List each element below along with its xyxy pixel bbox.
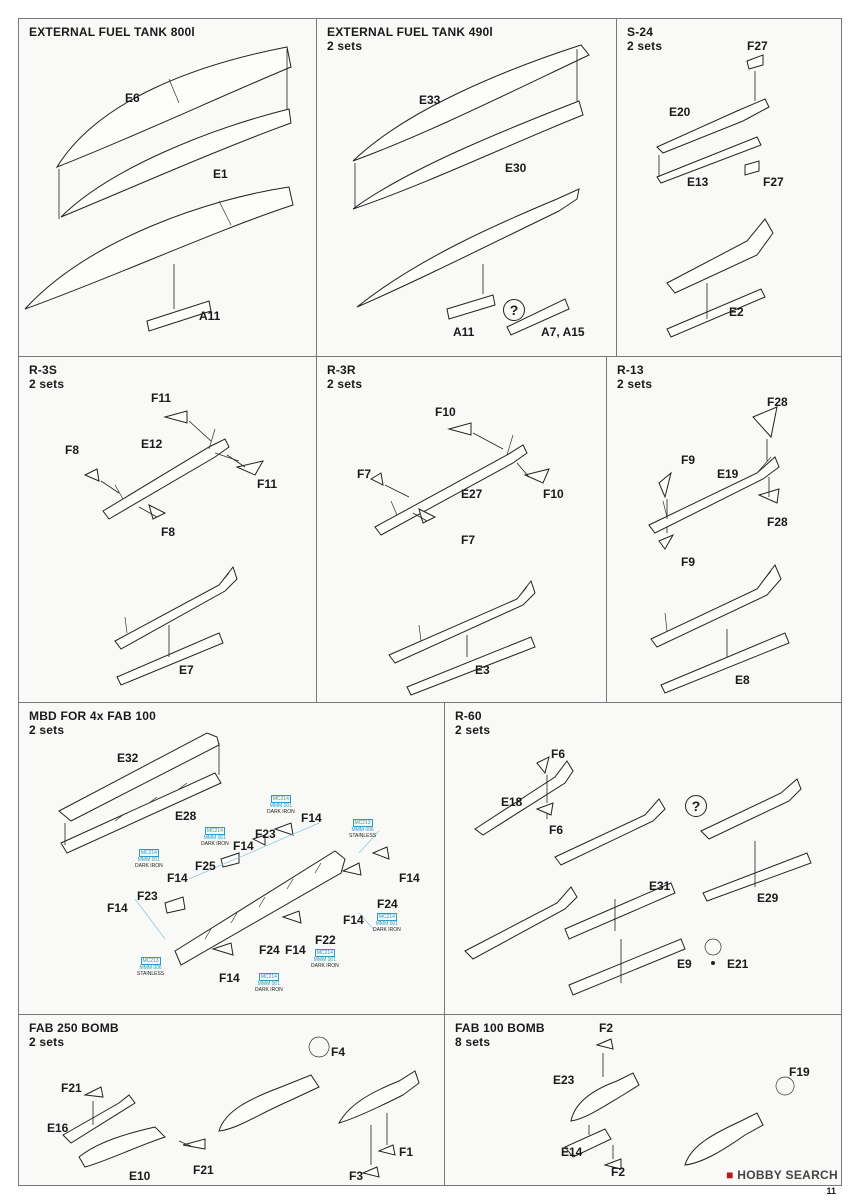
label-f23-top: F23: [255, 827, 276, 841]
panel-r60: [445, 703, 841, 1015]
panel-title: MBD FOR 4x FAB 100 2 sets: [29, 709, 156, 737]
paint-callout: MC214 MMM 001 DARK IRON: [255, 974, 283, 993]
label-e8: E8: [735, 673, 750, 687]
panel-title: R-60 2 sets: [455, 709, 491, 737]
paint-callout: MC214 MMM 001 DARK IRON: [135, 850, 163, 869]
label-e14: E14: [561, 1145, 583, 1159]
label-f6-bottom: F6: [549, 823, 564, 837]
panel-r3r: [317, 357, 607, 703]
label-e3: E3: [475, 663, 490, 677]
label-f11-right: F11: [257, 477, 278, 491]
fab250-drawing: [19, 1015, 445, 1185]
label-f9-top: F9: [681, 453, 696, 467]
question-icon: ?: [685, 795, 707, 817]
label-e33: E33: [419, 93, 441, 107]
label-f27-bottom: F27: [763, 175, 784, 189]
label-f8-bottom: F8: [161, 525, 176, 539]
panel-r13: [607, 357, 841, 703]
label-f23-left: F23: [137, 889, 158, 903]
label-f24-bottom: F24: [259, 943, 280, 957]
label-f1: F1: [399, 1145, 414, 1159]
label-f22: F22: [315, 933, 336, 947]
label-f7-bottom: F7: [461, 533, 476, 547]
panel-title: R-3R 2 sets: [327, 363, 363, 391]
label-f14-g: F14: [285, 943, 306, 957]
label-f14-h: F14: [219, 971, 240, 985]
r3r-drawing: [317, 357, 607, 703]
panel-title: EXTERNAL FUEL TANK 490l 2 sets: [327, 25, 493, 53]
label-e7: E7: [179, 663, 194, 677]
panel-mbd: [19, 703, 445, 1015]
panel-s24: [617, 19, 841, 357]
label-a11: A11: [453, 325, 475, 339]
label-e10: E10: [129, 1169, 151, 1183]
panel-fab250: [19, 1015, 445, 1185]
label-e27: E27: [461, 487, 483, 501]
paint-callout: MC214 MMM 001 DARK IRON: [373, 914, 401, 933]
label-f11-top: F11: [151, 391, 172, 405]
panel-fuel-tank-800: [19, 19, 317, 357]
label-e20: E20: [669, 105, 691, 119]
panel-title: R-13 2 sets: [617, 363, 653, 391]
panel-fab100: [445, 1015, 841, 1185]
r60-drawing: [445, 703, 841, 1015]
label-f2-bottom: F2: [611, 1165, 626, 1179]
label-f10-right: F10: [543, 487, 564, 501]
label-f10-top: F10: [435, 405, 456, 419]
page-number: 11: [826, 1186, 836, 1196]
watermark: ■ HOBBY SEARCH: [726, 1168, 838, 1182]
panel-r3s: [19, 357, 317, 703]
fab100-drawing: [445, 1015, 841, 1185]
label-f14-a: F14: [301, 811, 322, 825]
r13-drawing: [607, 357, 841, 703]
label-a7-a15: A7, A15: [541, 325, 585, 339]
label-f3: F3: [349, 1169, 364, 1183]
fuel-tank-800-drawing: [19, 19, 317, 357]
label-a11: A11: [199, 309, 221, 323]
label-f14-b: F14: [233, 839, 254, 853]
label-e1: E1: [213, 167, 228, 181]
label-e6: E6: [125, 91, 140, 105]
paint-callout: MC213 MMM 006 STAINLESS: [349, 820, 377, 839]
label-f24-right: F24: [377, 897, 398, 911]
panel-title: FAB 100 BOMB 8 sets: [455, 1021, 545, 1049]
label-f6-top: F6: [551, 747, 566, 761]
label-f14-f: F14: [343, 913, 364, 927]
label-e16: E16: [47, 1121, 69, 1135]
label-f21-bottom: F21: [193, 1163, 214, 1177]
panel-fuel-tank-490: [317, 19, 617, 357]
label-e19: E19: [717, 467, 739, 481]
label-e13: E13: [687, 175, 709, 189]
mbd-drawing: [19, 703, 445, 1015]
label-e23: E23: [553, 1073, 575, 1087]
paint-callout: MC214 MMM 001 DARK IRON: [311, 950, 339, 969]
paint-callout: MC213 MMM 006 STAINLESS: [137, 958, 165, 977]
label-f7-left: F7: [357, 467, 372, 481]
label-e30: E30: [505, 161, 527, 175]
label-f28-bottom: F28: [767, 515, 788, 529]
label-f14-c: F14: [167, 871, 188, 885]
label-f2-top: F2: [599, 1021, 614, 1035]
label-f9-bottom: F9: [681, 555, 696, 569]
label-e2: E2: [729, 305, 744, 319]
label-e12: E12: [141, 437, 163, 451]
label-f4: F4: [331, 1045, 346, 1059]
label-e29: E29: [757, 891, 779, 905]
label-f21-top: F21: [61, 1081, 82, 1095]
label-f8-left: F8: [65, 443, 80, 457]
label-e9: E9: [677, 957, 692, 971]
instruction-sheet: [18, 18, 842, 1186]
panel-title: R-3S 2 sets: [29, 363, 65, 391]
label-e28: E28: [175, 809, 197, 823]
panel-title: FAB 250 BOMB 2 sets: [29, 1021, 119, 1049]
paint-callout: MC214 MMM 001 DARK IRON: [267, 796, 295, 815]
paint-callout: MC214 MMM 001 DARK IRON: [201, 828, 229, 847]
panel-title: S-24 2 sets: [627, 25, 663, 53]
label-f27-top: F27: [747, 39, 768, 53]
label-e18: E18: [501, 795, 523, 809]
label-f25: F25: [195, 859, 216, 873]
label-e31: E31: [649, 879, 671, 893]
label-f14-e: F14: [399, 871, 420, 885]
label-e21: E21: [727, 957, 749, 971]
label-f19: F19: [789, 1065, 810, 1079]
fuel-tank-490-drawing: [317, 19, 617, 357]
label-f28-top: F28: [767, 395, 788, 409]
label-e32: E32: [117, 751, 139, 765]
hobbysearch-logo-icon: ■: [726, 1168, 734, 1182]
panel-title: EXTERNAL FUEL TANK 800l: [29, 25, 195, 39]
question-icon: ?: [503, 299, 525, 321]
label-f14-d: F14: [107, 901, 128, 915]
